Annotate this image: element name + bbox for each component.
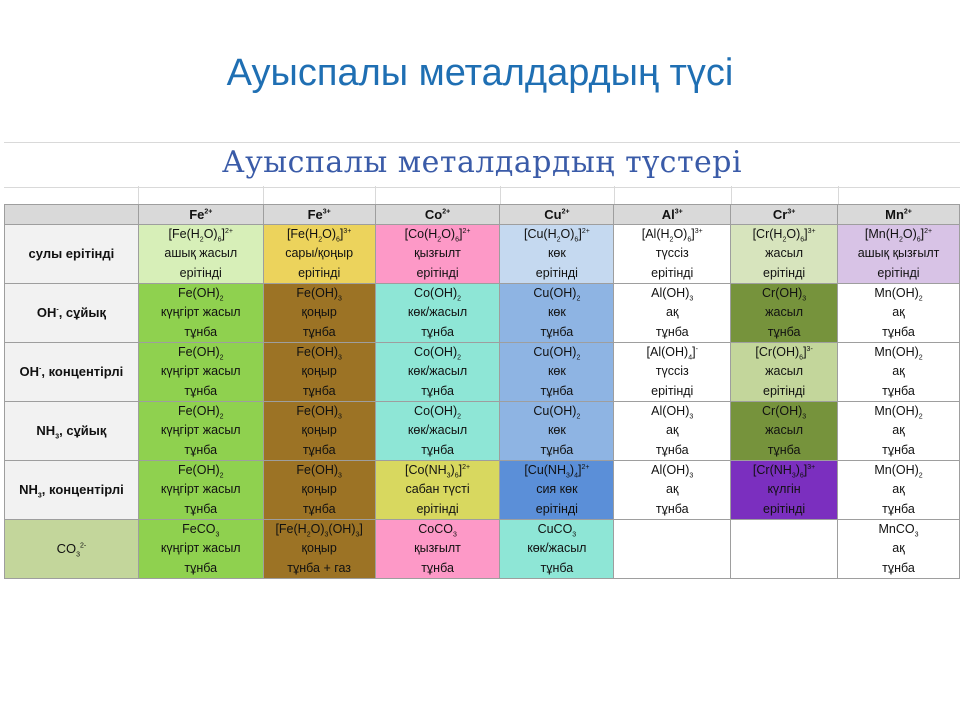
cell-text-line: тұнба [655, 442, 689, 457]
cell-text-line: күлгін [767, 482, 801, 497]
cell-text-line: $Fe(OH)_2$ [177, 404, 224, 421]
cell-text-line: $[Fe(H_2O)_3(OH)_3]$ [275, 522, 363, 539]
row-header: OH-, сұйық [5, 284, 139, 343]
cell-text-line: көк [547, 246, 566, 261]
cell-text-line: қоңыр [301, 482, 337, 497]
cell-text-line: жасыл [765, 364, 804, 379]
cell-text-line: ақ [892, 364, 905, 379]
cell-text-line: $Al(OH)_3$ [651, 404, 694, 421]
table-cell [375, 520, 500, 579]
cell-text-line: күңгірт жасыл [160, 423, 241, 438]
table-cell [138, 520, 263, 579]
table-cell [500, 284, 614, 343]
cell-text-line: $Mn(OH)_2$ [874, 404, 923, 421]
table-cell [838, 461, 960, 520]
table-cell [375, 461, 500, 520]
table-cell [500, 225, 614, 284]
cell-text-line: $Al(OH)_3$ [651, 463, 694, 480]
cell-text-line: түссіз [655, 246, 689, 261]
cell-text-line: қоңыр [301, 364, 337, 379]
cell-text-line: $[Cr(OH)_6]^{3-}$ [755, 345, 813, 362]
table-cell [731, 343, 838, 402]
row-header: $CO_3^{2-}$ [5, 520, 139, 579]
cell-text-line: $Cu(OH)_2$ [533, 286, 581, 303]
row-header: $NH_3$, сұйық [5, 402, 139, 461]
table-cell [731, 284, 838, 343]
cell-text-line: көк/жасыл [407, 423, 468, 438]
cell-text-line: ашық жасыл [164, 246, 238, 261]
cell-text-line: $[Co(H_2O)_6]^{2+}$ [404, 227, 471, 244]
cell-text-line: FeCO$_3$ [182, 522, 220, 539]
cell-text-line: $[Al(OH)_4]^-$ [646, 345, 698, 362]
cell-text-line: $Fe(OH)_2$ [177, 345, 224, 362]
cell-text-line: тұнба [767, 442, 801, 457]
cell-text-line: $Co(OH)_2$ [414, 404, 462, 421]
cell-text-line: CuCO$_3$ [537, 522, 577, 539]
cell-text-line: тұнба [540, 560, 574, 575]
cell-text-line: тұнба [655, 324, 689, 339]
cell-text-line: ерітінді [763, 265, 806, 280]
column-header: $Fe^{2+}$ [138, 205, 263, 225]
cell-text-line: MnCO$_3$ [878, 522, 919, 539]
sheet-spacer-row [4, 186, 960, 204]
table-cell [614, 284, 731, 343]
cell-text-line: жасыл [765, 305, 804, 320]
cell-text-line: сары/қоңыр [285, 246, 354, 261]
row-header: сулы ерітінді [5, 225, 139, 284]
column-header: $Mn^{2+}$ [838, 205, 960, 225]
cell-text-line: $Mn(OH)_2$ [874, 345, 923, 362]
table-cell [138, 284, 263, 343]
cell-text-line: көк [547, 305, 566, 320]
cell-text-line: $[Co(NH_3)_6]^{2+}$ [404, 463, 471, 480]
table-cell [263, 284, 375, 343]
table-row [5, 284, 960, 343]
table-cell [500, 402, 614, 461]
cell-text-line: түссіз [655, 364, 689, 379]
cell-text-line: тұнба [184, 501, 218, 516]
slide-title: Ауыспалы металдардың түсі [226, 52, 734, 94]
cell-text-line: тұнба [421, 324, 454, 339]
cell-text-line: тұнба [540, 442, 574, 457]
cell-text-line: $Cr(OH)_3$ [762, 286, 807, 303]
table-cell [614, 520, 731, 579]
cell-text-line: жасыл [765, 246, 804, 261]
cell-text-line: тұнба [421, 442, 454, 457]
cell-text-line: тұнба [302, 442, 336, 457]
cell-text-line: көк [547, 364, 566, 379]
sheet-title-row [4, 142, 960, 188]
cell-text-line: тұнба [184, 560, 218, 575]
cell-text-line: ерітінді [763, 501, 806, 516]
table-cell [731, 461, 838, 520]
cell-text-line: жасыл [765, 423, 804, 438]
row-header: OH-, концентірлі [5, 343, 139, 402]
cell-text-line: тұнба + газ [287, 560, 352, 575]
column-header: $Cr^{3+}$ [731, 205, 838, 225]
column-header: $Al^{3+}$ [614, 205, 731, 225]
table-body [5, 225, 960, 579]
table-row [5, 461, 960, 520]
table-cell [614, 343, 731, 402]
cell-text-line: тұнба [421, 560, 454, 575]
table-cell [500, 343, 614, 402]
table-cell [838, 225, 960, 284]
table-cell [263, 343, 375, 402]
table-cell [614, 402, 731, 461]
cell-text-line: тұнба [184, 442, 218, 457]
table-row [5, 225, 960, 284]
table-row [5, 402, 960, 461]
cell-text-line: ерітінді [298, 265, 341, 280]
cell-text-line: қоңыр [301, 423, 337, 438]
cell-text-line: $[Fe(H_2O)_6]^{3+}$ [286, 227, 352, 244]
cell-text-line: тұнба [882, 383, 915, 398]
cell-text-line: тұнба [882, 442, 915, 457]
cell-text-line: $Co(OH)_2$ [414, 345, 462, 362]
cell-text-line: тұнба [421, 383, 454, 398]
cell-text-line: $Co(OH)_2$ [414, 286, 462, 303]
table-cell [263, 225, 375, 284]
cell-text-line: $Fe(OH)_3$ [296, 345, 342, 362]
cell-text-line: ерітінді [179, 265, 222, 280]
row-header: $NH_3$, концентірлі [5, 461, 139, 520]
cell-text-line: $[Fe(H_2O)_6]^{2+}$ [168, 227, 233, 244]
table-cell [263, 461, 375, 520]
cell-text-line: тұнба [540, 324, 574, 339]
cell-text-line: ерітінді [416, 265, 459, 280]
table-cell [375, 402, 500, 461]
table-cell [614, 461, 731, 520]
cell-text-line: сабан түсті [405, 482, 470, 497]
cell-text-line: қоңыр [301, 541, 337, 556]
table-cell [731, 402, 838, 461]
cell-text-line: тұнба [655, 501, 689, 516]
table-cell [375, 225, 500, 284]
cell-text-line: тұнба [540, 383, 574, 398]
cell-text-line: $Cu(OH)_2$ [533, 404, 581, 421]
table-cell [138, 343, 263, 402]
cell-text-line: көк/жасыл [407, 364, 468, 379]
table-cell [138, 402, 263, 461]
cell-text-line: ақ [892, 482, 905, 497]
cell-text-line: күңгірт жасыл [160, 482, 241, 497]
cell-text-line: күңгірт жасыл [160, 305, 241, 320]
cell-text-line: $Fe(OH)_3$ [296, 463, 342, 480]
cell-text-line: $[Al(H_2O)_6]^{3+}$ [641, 227, 703, 244]
column-header: $Co^{2+}$ [375, 205, 500, 225]
table-cell [731, 520, 838, 579]
cell-text-line: ерітінді [535, 265, 578, 280]
cell-text-line: $Mn(OH)_2$ [874, 463, 923, 480]
cell-text-line: ақ [892, 423, 905, 438]
table-row [5, 343, 960, 402]
cell-text-line: ақ [892, 541, 905, 556]
table-cell [500, 461, 614, 520]
table-cell [614, 225, 731, 284]
cell-text-line: $[Cr(H_2O)_6]^{3+}$ [752, 227, 816, 244]
cell-text-line: қызғылт [414, 541, 461, 556]
cell-text-line: ақ [666, 305, 679, 320]
cell-text-line: тұнба [302, 383, 336, 398]
cell-text-line: қоңыр [301, 305, 337, 320]
cell-text-line: көк/жасыл [527, 541, 587, 556]
column-header: $Fe^{3+}$ [263, 205, 375, 225]
cell-text-line: ерітінді [651, 383, 694, 398]
cell-text-line: $Fe(OH)_2$ [177, 463, 224, 480]
cell-text-line: көк [547, 423, 566, 438]
cell-text-line: тұнба [882, 560, 915, 575]
table-header-row [5, 205, 960, 225]
cell-text-line: $Fe(OH)_3$ [296, 286, 342, 303]
table-cell [375, 284, 500, 343]
cell-text-line: $[Cu(NH_3)_4]^{2+}$ [524, 463, 590, 480]
cell-text-line: тұнба [767, 324, 801, 339]
cell-text-line: CoCO$_3$ [418, 522, 457, 539]
cell-text-line: күңгірт жасыл [160, 541, 241, 556]
cell-text-line: $Cr(OH)_3$ [762, 404, 807, 421]
cell-text-line: тұнба [302, 324, 336, 339]
cell-text-line: көк/жасыл [407, 305, 468, 320]
table-cell [838, 402, 960, 461]
cell-text-line: $Mn(OH)_2$ [874, 286, 923, 303]
cell-text-line: ерітінді [416, 501, 459, 516]
cell-text-line: тұнба [184, 324, 218, 339]
table-cell [500, 520, 614, 579]
table-cell [263, 402, 375, 461]
table-cell [138, 225, 263, 284]
cell-text-line: $[Mn(H_2O)_6]^{2+}$ [864, 227, 933, 244]
table-cell [263, 520, 375, 579]
cell-text-line: ақ [666, 482, 679, 497]
color-table [4, 204, 960, 579]
cell-text-line: $Cu(OH)_2$ [533, 345, 581, 362]
corner-cell [5, 205, 139, 225]
cell-text-line: ақ [892, 305, 905, 320]
cell-text-line: тұнба [882, 501, 915, 516]
cell-text-line: $[Cr(NH_3)_6]^{3+}$ [752, 463, 816, 480]
cell-text-line: ерітінді [535, 501, 578, 516]
table-cell [838, 343, 960, 402]
table-cell [138, 461, 263, 520]
cell-text-line: $[Cu(H_2O)_6]^{2+}$ [523, 227, 590, 244]
cell-text-line: күңгірт жасыл [160, 364, 241, 379]
sheet-title: Ауыспалы металдардың түстері [221, 145, 743, 180]
table-cell [375, 343, 500, 402]
cell-text-line: тұнба [882, 324, 915, 339]
cell-text-line: ашық қызғылт [857, 246, 940, 261]
cell-text-line: $Al(OH)_3$ [651, 286, 694, 303]
spreadsheet-image [4, 142, 960, 584]
table-cell [731, 225, 838, 284]
cell-text-line: тұнба [302, 501, 336, 516]
cell-text-line: $Fe(OH)_2$ [177, 286, 224, 303]
cell-text-line: сия көк [536, 482, 578, 497]
cell-text-line: тұнба [184, 383, 218, 398]
table-cell [838, 284, 960, 343]
table-cell [838, 520, 960, 579]
cell-text-line: $Fe(OH)_3$ [296, 404, 342, 421]
cell-text-line: қызғылт [414, 246, 461, 261]
column-header: $Cu^{2+}$ [500, 205, 614, 225]
table-row [5, 520, 960, 579]
cell-text-line: ерітінді [877, 265, 920, 280]
cell-text-line: ақ [666, 423, 679, 438]
cell-text-line: ерітінді [651, 265, 694, 280]
cell-text-line: ерітінді [763, 383, 806, 398]
